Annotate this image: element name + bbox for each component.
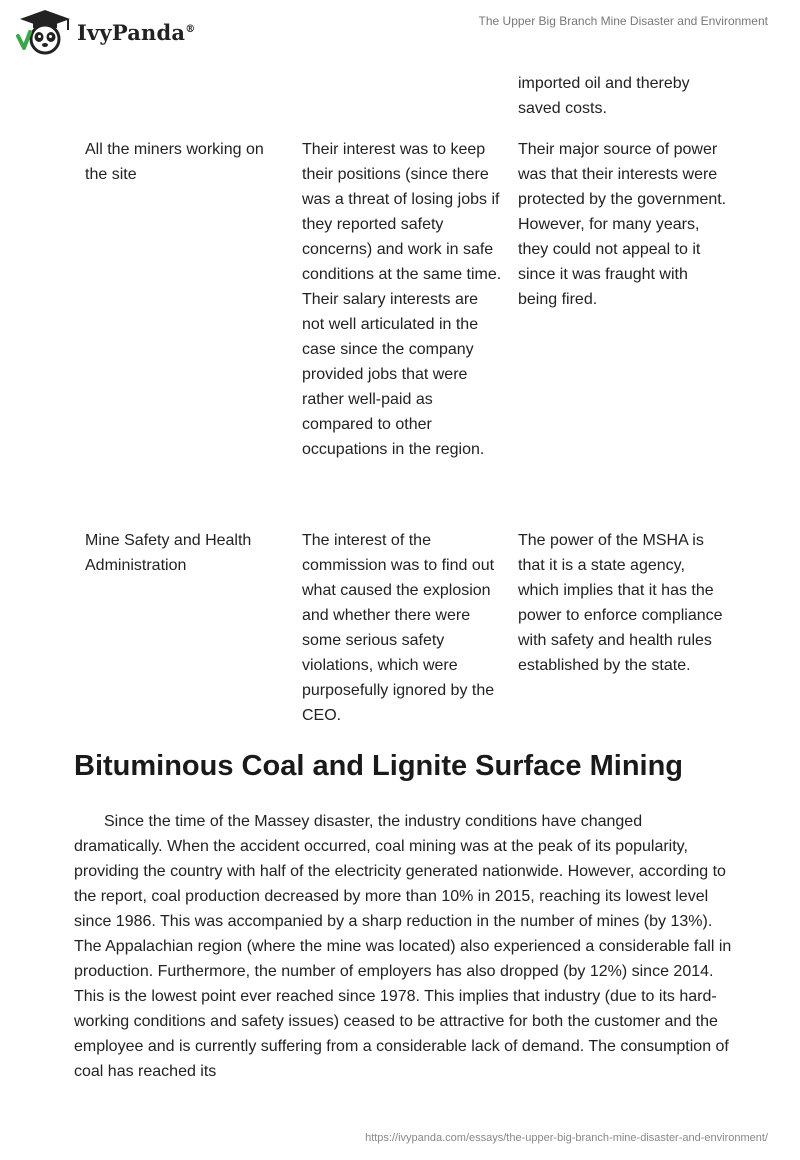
- table-cell-power-carryover: imported oil and thereby saved costs.: [518, 75, 690, 117]
- brand-logo[interactable]: [16, 8, 195, 56]
- body-paragraph: Since the time of the Massey disaster, the industry conditions have changed dramatically. When the accident occurred, coal mining was at the peak of its popularity, providing the country with half of the electricity generated nationwide. However, according to the report, coal production decreased by more than 10% in 2015, reaching its lowest level since 1986. This was accompanied by a sharp reduction in the number of mines (by 13%). The Appalachian region (where the mine was located) also experienced a considerable fall in production. Furthermore, the number of employers has also dropped (by 12%) since 2014. This is the lowest point ever reached since 1978. This implies that industry (due to its hard-working conditions and safety issues) ceased to be attractive for both the customer and the employee and is currently suffering from a considerable lack of demand. The consumption of coal has reached its: [74, 813, 732, 1080]
- table-cell-power: The power of the MSHA is that it is a state agency, which implies that it has the power to enforce compliance with safety and health rules established by the state.: [518, 532, 723, 674]
- brand-name: IvyPanda®: [77, 19, 196, 45]
- table-cell-interest: The interest of the commission was to find out what caused the explosion and whether there were some serious safety violations, which were purposefully ignored by the CEO.: [302, 532, 495, 724]
- source-url-link[interactable]: https://ivypanda.com/essays/the-upper-big-branch-mine-disaster-and-environment/: [365, 1132, 768, 1144]
- document-title: The Upper Big Branch Mine Disaster and Environment: [478, 14, 768, 28]
- table-cell-power: Their major source of power was that their interests were protected by the government. However, for many years, they could not appeal to it since it was fraught with being fired.: [518, 141, 727, 308]
- table-cell-interest: Their interest was to keep their positions (since there was a threat of losing jobs if they reported safety concerns) and work in safe conditions at the same time. Their salary interests are not well articulated in the case since the company provided jobs that were rather well-paid as compared to other occupations in the region.: [302, 141, 502, 458]
- table-cell-stakeholder: Mine Safety and Health Administration: [85, 532, 252, 574]
- table-cell-stakeholder: All the miners working on the site: [85, 141, 264, 183]
- panda-graduate-icon: [16, 8, 74, 56]
- section-heading: Bituminous Coal and Lignite Surface Mining: [74, 750, 684, 782]
- page-header: [0, 0, 800, 60]
